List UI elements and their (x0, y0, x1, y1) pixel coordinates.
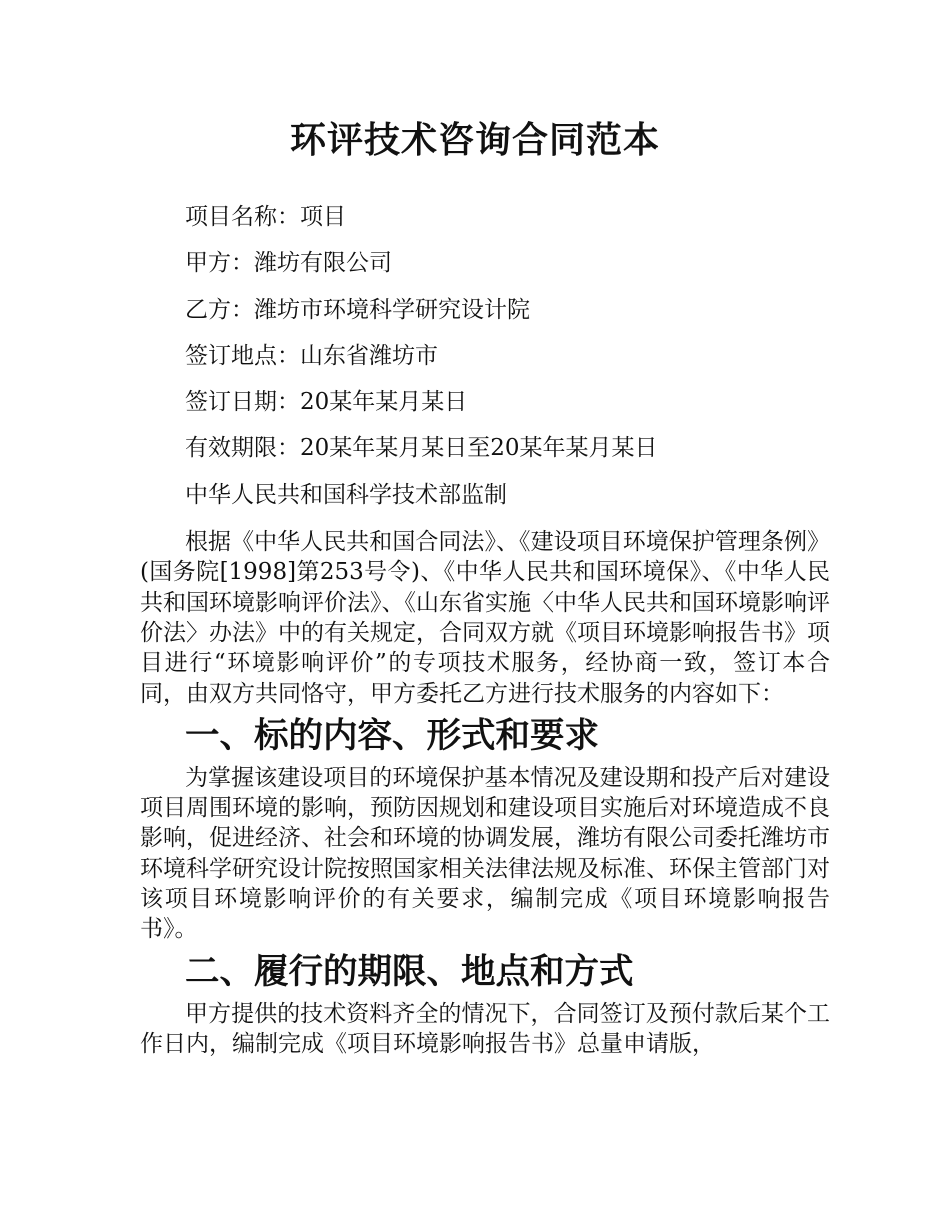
field-signing-date: 签订日期：20某年某月某日 (185, 389, 468, 416)
section-1-heading: 一、标的内容、形式和要求 (185, 715, 599, 756)
field-party-b: 乙方：潍坊市环境科学研究设计院 (185, 296, 530, 323)
document-title: 环评技术咨询合同范本 (289, 120, 660, 161)
field-project-name: 项目名称：项目 (185, 204, 346, 230)
document-body (140, 194, 830, 1059)
field-validity-period: 有效期限：20某年某月某日至20某年某月某日 (185, 435, 658, 462)
field-party-a: 甲方：潍坊有限公司 (185, 250, 392, 277)
field-supervisor: 中华人民共和国科学技术部监制 (185, 481, 507, 508)
section-2-paragraph: 甲方提供的技术资料齐全的情况下，合同签订及预付款后某个工作日内，编制完成《项目环境影响报告书》总量申请版， (140, 1000, 830, 1057)
section-1-paragraph: 为掌握该建设项目的环境保护基本情况及建设期和投产后对建设项目周围环境的影响，预防因规划和建设项目实施后对环境造成不良影响，促进经济、社会和环境的协调发展，潍坊有限公司委托潍坊市环境科学研究设计院按照国家相关法律法规及标准、环保主管部门对该项目环境影响评价的有关要求，编制完成《项目环境影响报告书》。 (140, 764, 830, 943)
section-2-heading: 二、履行的期限、地点和方式 (185, 951, 634, 992)
field-signing-place: 签订地点：山东省潍坊市 (185, 342, 438, 369)
intro-paragraph: 根据《中华人民共和国合同法》、《建设项目环境保护管理条例》(国务院[1998]第253号令)、《中华人民共和国环境保》、《中华人民共和国环境影响评价法》、《山东省实施〈中华人民共和国环境影响评价法〉办法》中的有关规定，合同双方就《项目环境影响报告书》项目进行“环境影响评价”的专项技术服务，经协商一致，签订本合同，由双方共同恪守，甲方委托乙方进行技术服务的内容如下： (140, 529, 830, 707)
